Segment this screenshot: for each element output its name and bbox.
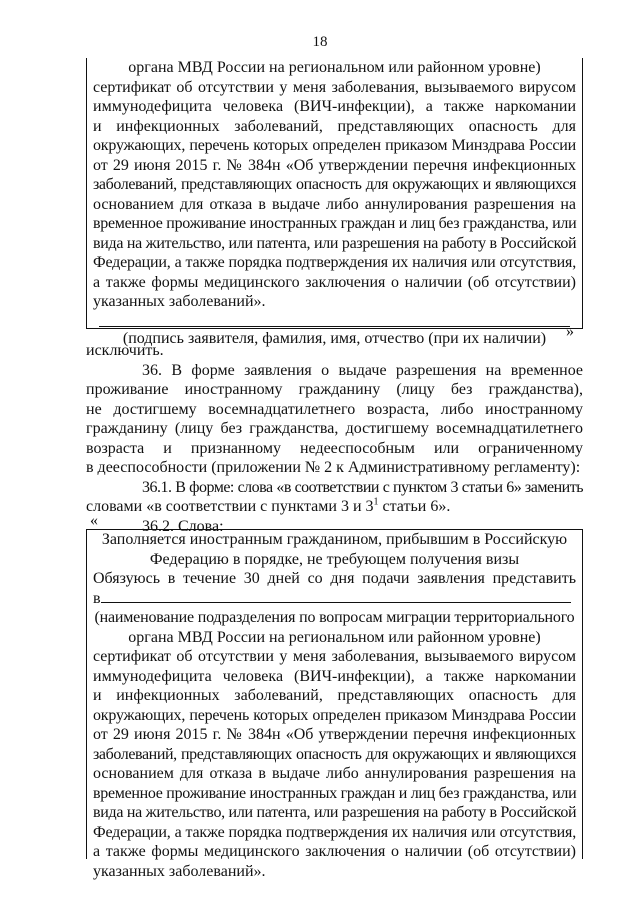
opening-quote: « [90,512,98,529]
field-prefix: в [93,589,101,607]
top-box-line: указанных заболеваний». [93,293,266,310]
bottom-box-line: а также формы медицинского заключения о наличии (об отсутствии) [93,843,576,860]
box-heading: Заполняется иностранным гражданином, прибывшим в Российскую [101,531,568,548]
bottom-box-line: от 29 июня 2015 г. № 384н «Об утверждении перечня инфекционных [93,726,576,743]
bottom-form-box [86,529,583,880]
closing-quote: » [566,323,574,340]
body-line: возраста и признанному недееспособным или ограниченному [86,439,583,457]
body-paragraph: 36.2. Слова: [142,517,224,535]
bottom-box-line: сертификат об отсутствии у меня заболевания, вызываемого вирусом [93,648,576,665]
top-box-line: временное проживание иностранных граждан и лиц без гражданства, или [93,215,577,232]
page-number: 18 [312,34,328,50]
bottom-box-line: и инфекционных заболеваний, представляющих опасность для [93,687,576,704]
body-line: не достигшему восемнадцатилетнего возраста, либо иностранному [86,400,583,418]
top-box-line: а также формы медицинского заключения о наличии (об отсутствии) [93,273,576,291]
top-box-line: и инфекционных заболеваний, представляющих опасность для [93,117,576,135]
body-paragraph: исключить. [86,342,164,359]
bottom-box-line: вида на жительство, или патента, или разрешения на работу в Российской [93,804,577,821]
body-line [86,497,583,517]
superscript: 1 [373,496,379,508]
top-box-line: органа МВД России на региональном или районном уровне) [128,59,541,76]
top-box-line: Федерации, а также порядка подтверждения их наличия или отсутствия, [93,254,576,271]
bottom-box-line: указанных заболеваний». [93,862,266,880]
signature-caption: (подпись заявителя, фамилия, имя, отчество (при их наличии) [122,329,547,347]
body-line: гражданину (лицу без гражданства, достигшему восемнадцатилетнего [86,420,583,437]
signature-line [99,326,570,327]
top-box-line: иммунодефицита человека (ВИЧ-инфекции), а также наркомании [93,98,576,115]
blank-field-line [101,590,571,603]
bottom-box-line: иммунодефицита человека (ВИЧ-инфекции), а также наркомании [93,667,576,685]
top-box-line: основанием для отказа в выдаче либо аннулирования разрешения на [93,195,576,213]
top-box-line: от 29 июня 2015 г. № 384н «Об утверждении перечня инфекционных [93,156,576,174]
body-line: в дееспособности (приложении № 2 к Административному регламенту): [86,459,581,476]
top-box-line: окружающих, перечень которых определен приказом Минздрава России [93,137,576,154]
box-heading: Федерацию в порядке, не требующем получения визы [149,550,520,568]
top-box-line: заболеваний, представляющих опасность для окружающих и являющихся [93,176,576,193]
body-line: 36.1. В форме: слова «в соответствии с пунктом 3 статьи 6» заменить [142,478,583,496]
field-caption: (наименование подразделения по вопросам миграции территориального [94,609,575,626]
bottom-box-line: заболеваний, представляющих опасность для окружающих и являющихся [93,745,576,763]
body-text-fragment: статьи 6». [378,498,451,515]
body-line: 36. В форме заявления о выдаче разрешения на временное [142,361,583,379]
bottom-box-line: Федерации, а также порядка подтверждения их наличия или отсутствия, [93,823,576,841]
body-line: проживание иностранному гражданину (лицу без гражданства), [86,381,583,398]
obligation-line: Обязуюсь в течение 30 дней со дня подачи заявления представить [93,570,576,587]
bottom-box-line: основанием для отказа в выдаче либо аннулирования разрешения на [93,765,576,782]
top-box-line: сертификат об отсутствии у меня заболевания, вызываемого вирусом [93,78,576,96]
body-text-fragment: словами «в соответствии с пунктами 3 и 3 [86,498,374,515]
bottom-box-line: окружающих, перечень которых определен приказом Минздрава России [93,706,576,724]
field-caption: органа МВД России на региональном или районном уровне) [128,628,541,646]
amendment-body [86,341,583,536]
fill-in-field [93,589,576,609]
top-form-box [86,58,583,347]
bottom-box-line: временное проживание иностранных граждан и лиц без гражданства, или [93,784,577,802]
top-box-line: вида на жительство, или патента, или разрешения на работу в Российской [93,234,577,252]
